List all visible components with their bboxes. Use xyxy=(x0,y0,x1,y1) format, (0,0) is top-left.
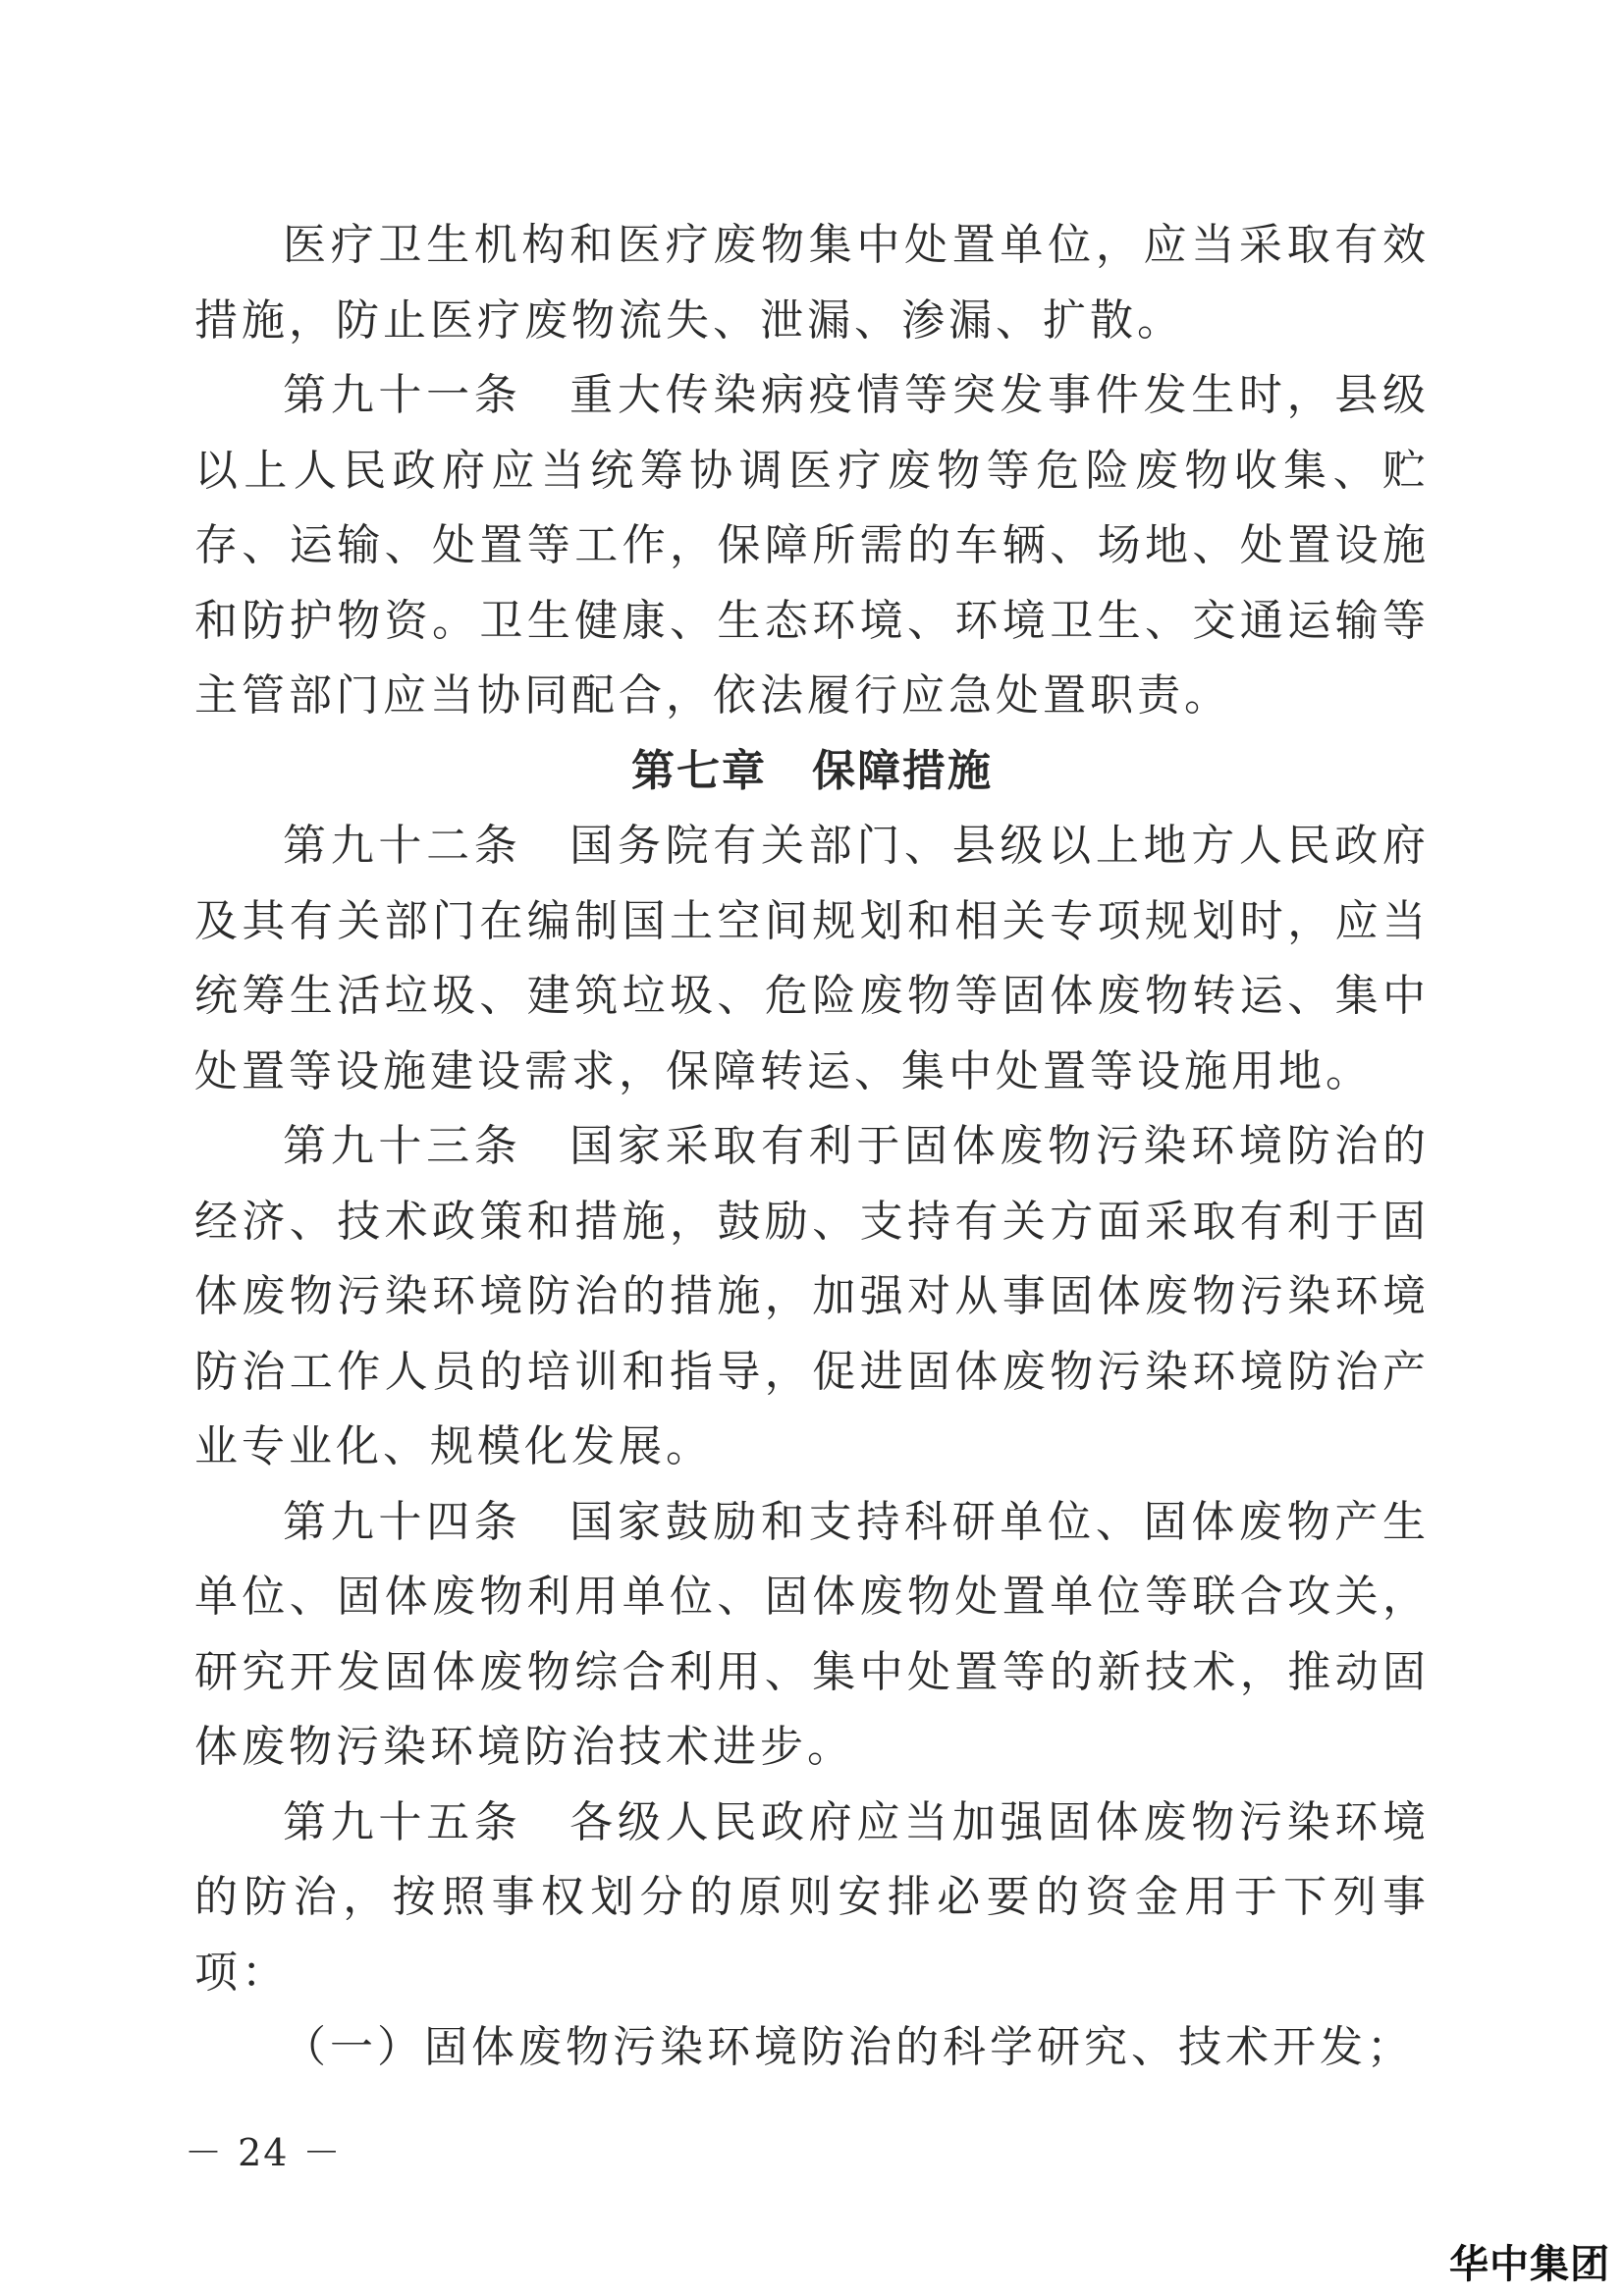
article-93: 第九十三条 国家采取有利于固体废物污染环境防治的经济、技术政策和措施，鼓励、支持有关方面采取有利于固体废物污染环境防治的措施，加强对从事固体废物污染环境防治工作人员的培训和指导，促进固体废物污染环境防治产业专业化、规模化发展。 xyxy=(194,1121,1430,1471)
article-94: 第九十四条 国家鼓励和支持科研单位、固体废物产生单位、固体废物利用单位、固体废物处置单位等联合攻关，研究开发固体废物综合利用、集中处置等的新技术，推动固体废物污染环境防治技术进步。 xyxy=(194,1496,1430,1772)
article-95-item-1: （一）固体废物污染环境防治的科学研究、技术开发； xyxy=(283,2022,1414,2072)
chapter-title: 第七章 保障措施 xyxy=(631,745,993,796)
document-body xyxy=(194,208,1430,2086)
article-91: 第九十一条 重大传染病疫情等突发事件发生时，县级以上人民政府应当统筹协调医疗废物等危险废物收集、贮存、运输、处置等工作，保障所需的车辆、场地、处置设施和防护物资。卫生健康、生态环境、环境卫生、交通运输等主管部门应当协同配合，依法履行应急处置职责。 xyxy=(194,370,1430,721)
page-number: － 24 － xyxy=(185,2131,343,2174)
article-95: 第九十五条 各级人民政府应当加强固体废物污染环境的防治，按照事权划分的原则安排必要的资金用于下列事项： xyxy=(194,1796,1430,1998)
watermark-logo: 华中集团 xyxy=(1445,2237,1614,2292)
paragraph-medical-waste-measures: 医疗卫生机构和医疗废物集中处置单位，应当采取有效措施，防止医疗废物流失、泄漏、渗漏、扩散。 xyxy=(194,220,1430,346)
article-92: 第九十二条 国务院有关部门、县级以上地方人民政府及其有关部门在编制国土空间规划和相关专项规划时，应当统筹生活垃圾、建筑垃圾、危险废物等固体废物转运、集中处置等设施建设需求，保障转运、集中处置等设施用地。 xyxy=(194,821,1430,1096)
